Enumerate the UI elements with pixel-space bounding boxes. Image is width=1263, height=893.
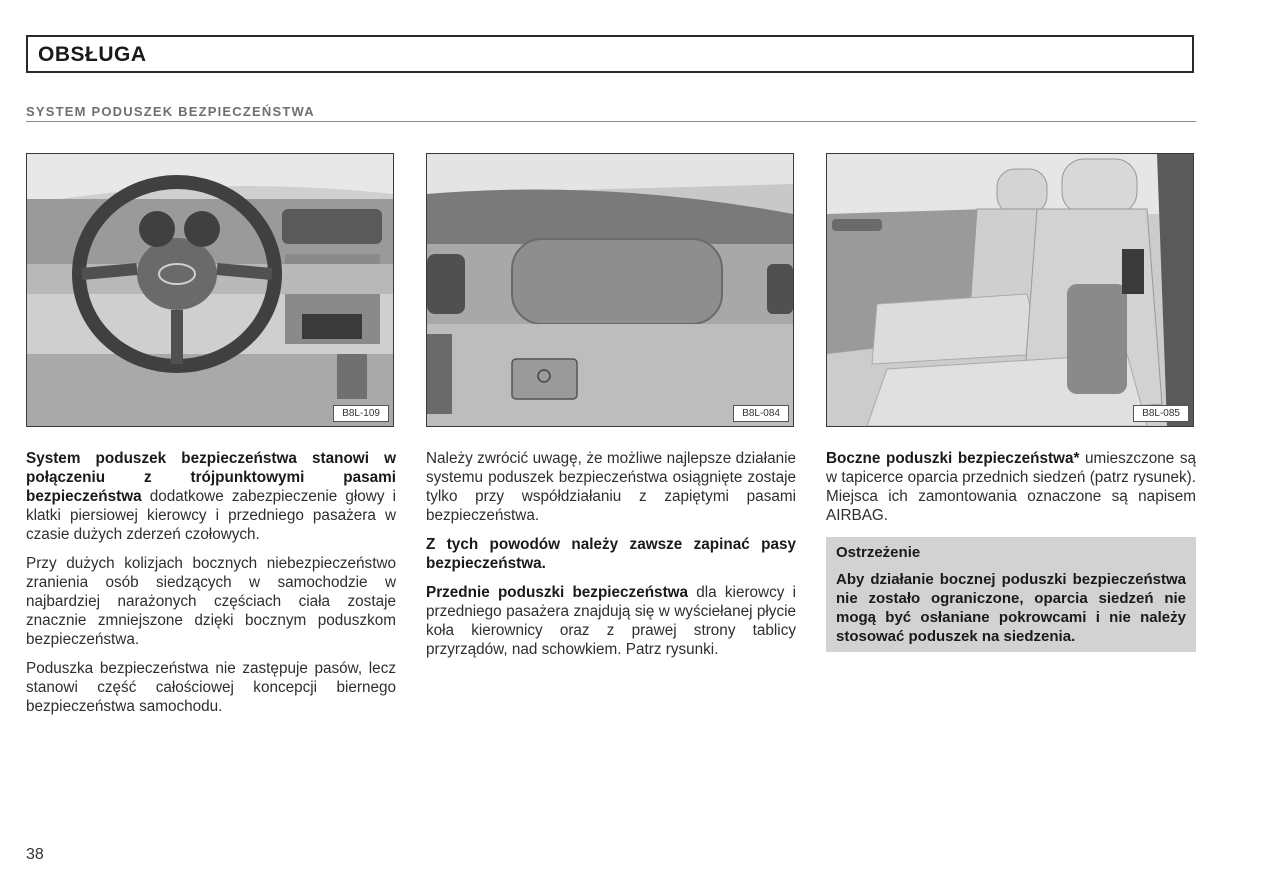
page-number: 38 (26, 846, 44, 863)
chapter-title: OBSŁUGA (38, 43, 147, 66)
paragraph-text: dla kierowcy i przedniego pasażera znajdują się w wyściełanej płycie koła kierownicy oraz z prawej strony tablicy przyrządów, nad schowkiem. Patrz rysunki. (426, 584, 796, 658)
text-column-1 (26, 449, 396, 726)
paragraph: Poduszka bezpieczeństwa nie zastępuje pasów, lecz stanowi część całościowej koncepcji biernego bezpieczeństwa samochodu. (26, 660, 396, 715)
paragraph (826, 449, 1196, 525)
figure-code: B8L-109 (333, 405, 389, 422)
paragraph: Przy dużych kolizjach bocznych niebezpieczeństwo zranienia osób siedzących w samochodzie w najbardziej narażonych częściach ciała zostaje znacznie zmniejszone dzięki bocznym poduszkom bezpieczeństwa. (26, 555, 396, 648)
paragraph-text: dodatkowe zabezpieczenie głowy i klatki piersiowej kierowcy i przedniego pasażera w czasie dużych zderzeń czołowych. (26, 488, 396, 543)
bold-lead: System poduszek bezpieczeństwa stanowi w połączeniu z trójpunktowymi pasami bezpieczeństwa (26, 450, 396, 505)
bold-lead: Boczne poduszki bezpieczeństwa* (826, 450, 1080, 467)
section-divider (26, 121, 1196, 122)
section-title: SYSTEM PODUSZEK BEZPIECZEŃSTWA (26, 104, 315, 119)
figure-side-airbag (826, 153, 1194, 427)
warning-box (826, 537, 1196, 652)
paragraph (426, 583, 796, 659)
figure-dashboard (426, 153, 794, 427)
chapter-header (26, 35, 1194, 73)
text-column-2 (426, 449, 796, 669)
paragraph: Należy zwrócić uwagę, że możliwe najlepsze działanie systemu poduszek bezpieczeństwa osiągnięte zostaje tylko przy współdziałaniu z zapiętymi pasami bezpieczeństwa. (426, 450, 796, 524)
warning-title: Ostrzeżenie (836, 544, 921, 561)
side-airbag-seat-icon (827, 154, 1193, 426)
text-column-3 (826, 449, 1196, 652)
steering-wheel-icon (27, 154, 393, 426)
paragraph (26, 449, 396, 544)
paragraph-text: umieszczone są w tapicerce oparcia przednich siedzeń (patrz rysunek). Miejsca ich zamontowania oznaczone są napisem AIRBAG. (826, 450, 1196, 524)
dashboard-airbag-icon (427, 154, 793, 426)
figure-code: B8L-084 (733, 405, 789, 422)
bold-paragraph: Z tych powodów należy zawsze zapinać pasy bezpieczeństwa. (426, 536, 796, 572)
figure-code: B8L-085 (1133, 405, 1189, 422)
figure-steering-wheel (26, 153, 394, 427)
warning-text: Aby działanie bocznej poduszki bezpieczeństwa nie zostało ograniczone, oparcia siedzeń nie mogą być osłaniane pokrowcami i nie należy stosować poduszek na siedzenia. (836, 571, 1186, 645)
bold-lead: Przednie poduszki bezpieczeństwa (426, 584, 689, 601)
